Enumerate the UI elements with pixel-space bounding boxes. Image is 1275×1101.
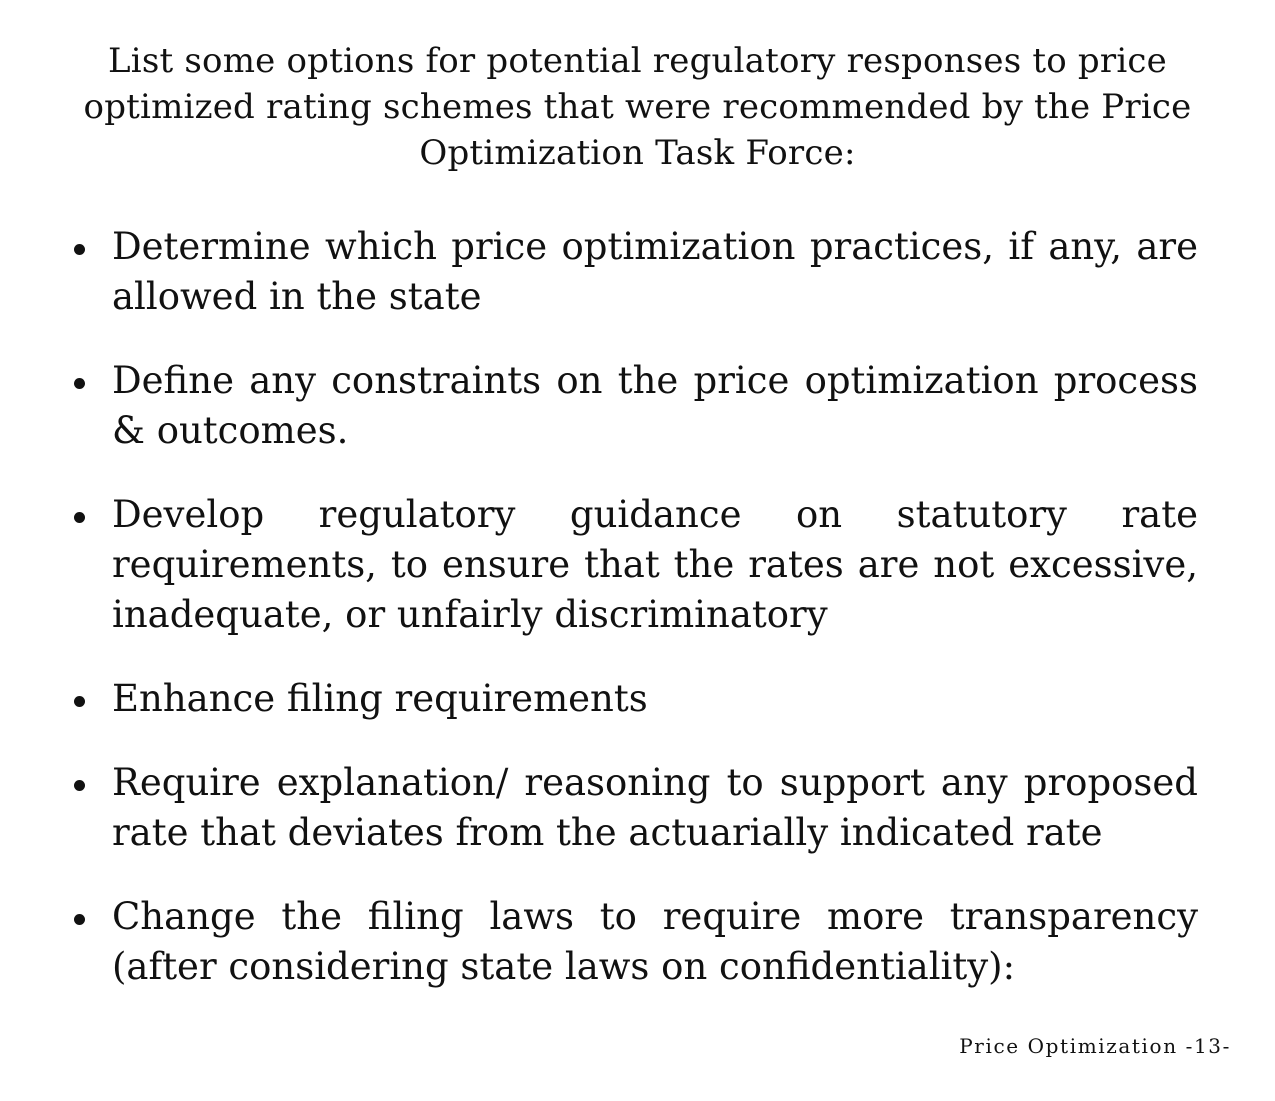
page-footer: Price Optimization -13- (959, 1034, 1231, 1058)
bullet-icon (74, 780, 85, 791)
list-item (70, 674, 1198, 724)
list-item-text: Define any constraints on the price optimization process & outcomes. (112, 359, 1198, 452)
bullet-icon (74, 512, 85, 523)
question-heading: List some options for potential regulatory responses to price optimized rating schemes that were recommended by the Price Optimization Task Force: (83, 41, 1192, 173)
list-item (70, 222, 1198, 322)
list-item-text: Change the filing laws to require more transparency (after considering state laws on confidentiality): (112, 895, 1198, 988)
list-item (70, 758, 1198, 858)
bullet-icon (74, 244, 85, 255)
list-item-text: Enhance filing requirements (112, 677, 648, 720)
list-item-text: Develop regulatory guidance on statutory rate requirements, to ensure that the rates are not excessive, inadequate, or unfairly discriminatory (112, 493, 1198, 636)
list-item (70, 490, 1198, 640)
list-item-text: Require explanation/ reasoning to support any proposed rate that deviates from the actuarially indicated rate (112, 761, 1198, 854)
bullet-icon (74, 696, 85, 707)
bullet-icon (74, 378, 85, 389)
list-item (70, 892, 1198, 992)
recommendation-list (70, 222, 1198, 1026)
bullet-icon (74, 914, 85, 925)
list-item (70, 356, 1198, 456)
list-item-text: Determine which price optimization practices, if any, are allowed in the state (112, 225, 1198, 318)
